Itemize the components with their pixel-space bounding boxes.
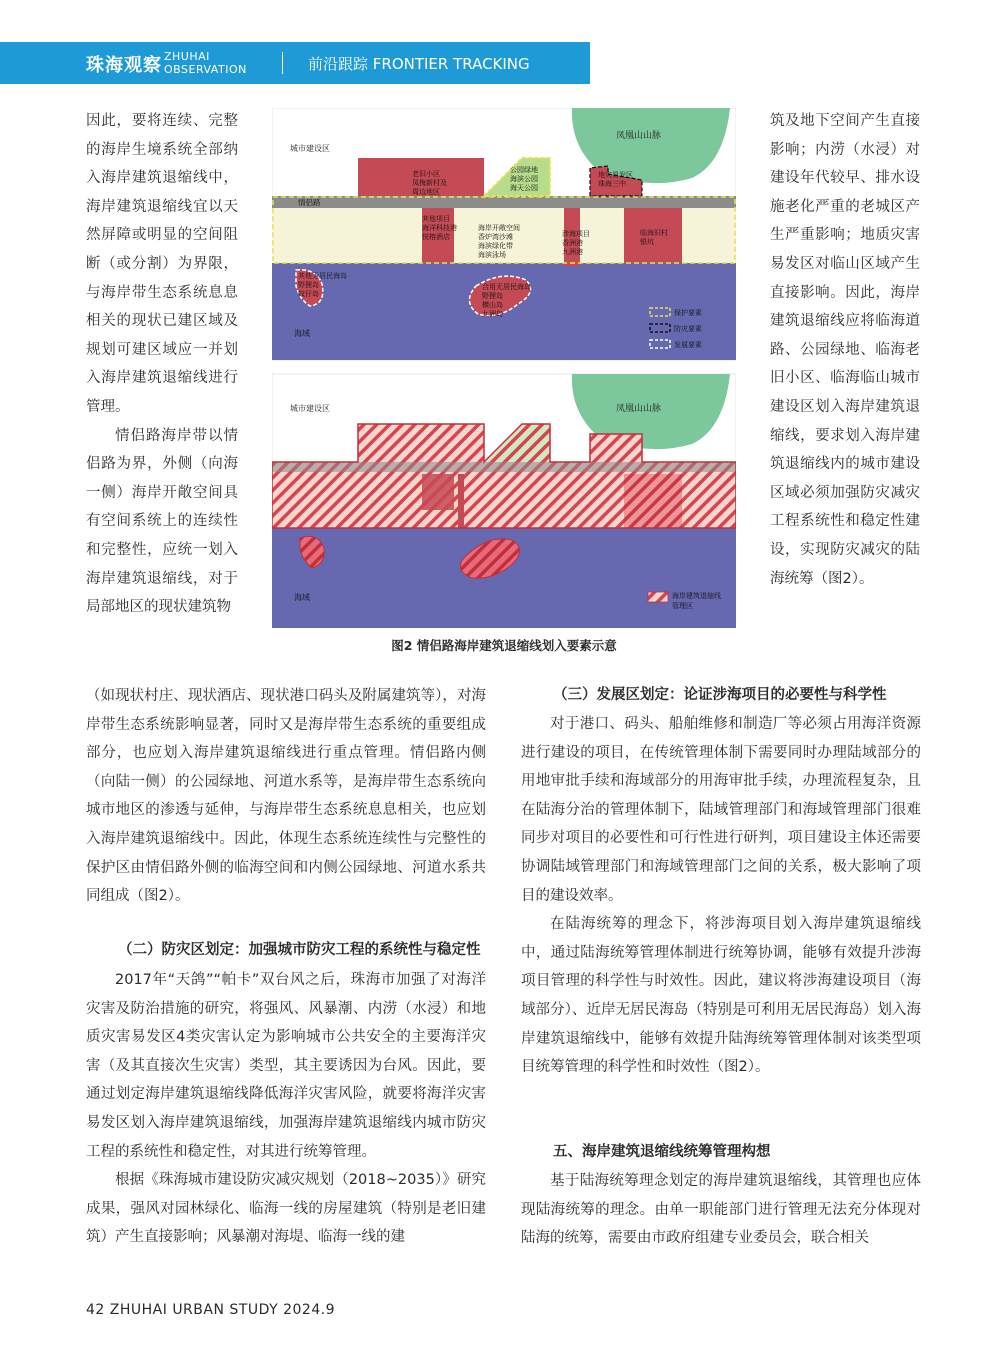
right-column-text: 筑及地下空间产生直接影响；内涝（水浸）对建设年代较早、排水设施老化严重的老城区产生严重影响；地质灾害易发区对临山区域产生直接影响。因此，海岸建筑退缩线应将临海道路、公园绿地、临海老旧小区、临海临山城市建设区划入海岸建筑退缩线，要求划入海岸建筑退缩线内的城市建设区域必须加强防灾减灾工程系统性和稳定性建设，实现防灾减灾的陆海统筹（图2）。: [770, 113, 920, 587]
brand-english: [164, 50, 247, 76]
other-label-1: 其他项目: [422, 215, 450, 223]
park-label-3: 海天公园: [510, 184, 538, 192]
brand-english-line1: ZHUHAI: [164, 50, 210, 63]
city-area-label: 城市建设区: [290, 144, 330, 153]
sea-label-2: 海域: [294, 593, 310, 602]
open-label-4: 海滨泳场: [478, 251, 506, 259]
heading-development-zone: （三）发展区划定：论证涉海项目的必要性与科学性: [553, 687, 887, 703]
disaster-para-block: [86, 966, 486, 1252]
figure-caption: 图2 情侣路海岸建筑退缩线划入要素示意: [391, 638, 617, 653]
figure-top-panel: [272, 108, 736, 360]
island-left-label-2: 野狸岛: [298, 281, 319, 289]
open-label-3: 海滨绿化带: [478, 242, 513, 250]
page-footer: 42 ZHUHAI URBAN STUDY 2024.9: [86, 1302, 336, 1318]
island-left-label-3: 蚊仔岛: [298, 290, 319, 298]
retreat-zone-old-block: [358, 424, 484, 462]
other-label-3: 悦榕酒店: [422, 233, 450, 241]
sea-label: 海域: [294, 329, 310, 338]
legend-development-label: 发展要素: [674, 341, 702, 349]
city-area-label-2: 城市建设区: [290, 404, 330, 413]
other-label-2: 海洋科技港: [422, 224, 457, 232]
mountain-label-2: 凤凰山山脉: [616, 404, 662, 414]
development-para-1: 对于港口、码头、船舶维修和制造厂等必须占用海洋资源进行建设的项目，在传统管理体制下需要同时办理陆域部分的用地审批手续和海域部分的用海审批手续，办理流程复杂，且在陆海分治的管理体制下，陆域管理部门和海域管理部门很难同步对项目的必要性和可行性进行研判，项目建设主体还需要协调陆域管理部门和海域管理部门之间的关系，极大影响了项目的建设效率。: [521, 716, 921, 904]
park-label-2: 海滨公园: [510, 175, 538, 183]
section5-para-block: [521, 1167, 921, 1253]
legend-retreat-swatch: [648, 592, 668, 602]
road-label: 情侣路: [298, 198, 321, 207]
header-divider: [282, 52, 283, 74]
section5-para-1: 基于陆海统筹理念划定的海岸建筑退缩线，其管理也应体现陆海统筹的理念。由单一职能部门进行管理无法充分体现对陆海的统筹，需要由市政府组建专业委员会，联合相关: [521, 1173, 921, 1247]
left-column-text: [86, 107, 238, 622]
mountain-label: 凤凰山山脉: [616, 131, 662, 141]
page-header: [0, 42, 590, 84]
open-label-1: 海岸开敞空间: [478, 224, 520, 232]
figure-2: [272, 108, 736, 628]
old-block-label-1: 老旧小区: [412, 170, 440, 178]
island-left-label-1: 其他无居民海岛: [298, 272, 347, 280]
island-right-label-3: 横山岛: [482, 301, 503, 309]
sea-project-label-2: 香洲港: [562, 239, 583, 247]
open-label-2: 香炉湾沙滩: [478, 233, 513, 241]
island-right-label-1: 合用无居民海岛: [482, 283, 531, 291]
heading-section-5: 五、海岸建筑退缩线统筹管理构想: [553, 1144, 771, 1160]
brand-title: 珠海观察: [86, 55, 162, 76]
disaster-label-2: 珠海三中: [598, 180, 626, 188]
sea-project-label-1: 涉海项目: [562, 230, 590, 238]
figure-bottom-panel: [272, 374, 736, 628]
legend-retreat-label-2: 管理区: [672, 602, 693, 610]
section-title: 前沿跟踪 FRONTIER TRACKING: [308, 55, 530, 73]
retreat-zone-village: [624, 474, 682, 528]
old-village-label-1: 临海旧村: [640, 229, 668, 237]
retreat-zone-disaster: [590, 434, 642, 462]
development-para-2: 在陆海统筹的理念下，将涉海项目划入海岸建筑退缩线中，通过陆海统筹管理体制进行统筹协调，能够有效提升涉海项目管理的科学性与时效性。因此，建议将涉海建设项目（海域部分）、近岸无居民海岛（特别是可利用无居民海岛）划入海岸建筑退缩线中，能够有效提升陆海统筹管理体制对该类型项目统筹管理的科学性和时效性（图2）。: [521, 916, 921, 1076]
sea-project-label-3: 九洲港: [562, 248, 583, 256]
retreat-zone-project: [458, 474, 464, 528]
island-right-label-4: 九洲岛: [482, 310, 503, 318]
legend-protect-label: 保护要素: [674, 309, 702, 317]
island-right-label-2: 野狸岛: [482, 292, 503, 300]
disaster-label-1: 地灾易发区: [598, 171, 633, 179]
left-para-2: 情侣路海岸带以情侣路为界，外侧（向海一侧）海岸开敞空间具有空间系统上的连续性和完整性，应统一划入海岸建筑退缩线，对于局部地区的现状建筑物: [86, 427, 238, 616]
retreat-zone-other: [422, 474, 454, 510]
old-block-label-2: 凤梅新村及: [412, 179, 447, 187]
disaster-para-2: 根据《珠海城市建设防灾减灾规划（2018~2035）》研究成果，强风对园林绿化、临海一线的房屋建筑（特别是老旧建筑）产生直接影响；风暴潮对海堤、临海一线的建: [86, 1172, 486, 1246]
left-para-3: （如现状村庄、现状酒店、现状港口码头及附属建筑等），对海岸带生态系统影响显著，同时又是海岸带生态系统的重要组成部分，也应划入海岸建筑退缩线进行重点管理。情侣路内侧（向陆一侧）的公园绿地、河道水系等，是海岸带生态系统向城市地区的渗透与延伸，与海岸带生态系统息息相关，也应划入海岸建筑退缩线中。因此，体现生态系统连续性与完整性的保护区由情侣路外侧的临海空间和内侧公园绿地、河道水系共同组成（图2）。: [86, 688, 486, 905]
road-overlay: [272, 462, 736, 472]
legend-disaster-label: 防灾要素: [674, 325, 702, 333]
lover-road: [272, 196, 736, 208]
brand-english-line2: OBSERVATION: [164, 63, 247, 76]
heading-disaster-zone: （二）防灾区划定：加强城市防灾工程的系统性与稳定性: [118, 942, 481, 958]
development-para-block: [521, 710, 921, 1082]
disaster-para-1: 2017年“天鸽”“帕卡”双台风之后，珠海市加强了对海洋灾害及防治措施的研究，将强风、风暴潮、内涝（水浸）和地质灾害易发区4类灾害认定为影响城市公共安全的主要海洋灾害（及其直接次生灾害）类型，其主要诱因为台风。因此，要通过划定海岸建筑退缩线降低海洋灾害风险，就要将海洋灾害易发区划入海岸建筑退缩线，加强海岸建筑退缩线内城市防灾工程的系统性和稳定性，对其进行统筹管理。: [86, 972, 486, 1160]
park-label-1: 公园绿地: [510, 166, 538, 174]
legend-retreat-label-1: 海岸建筑退缩线: [672, 592, 721, 600]
left-para-1: 因此，要将连续、完整的海岸生境系统全部纳入海岸建筑退缩线中，海岸建筑退缩线宜以天然屏障或明显的空间阻断（或分割）为界限，与海岸带生态系统息息相关的现状已建区域及规划可建区域应一并划入海岸建筑退缩线进行管理。: [86, 113, 238, 415]
old-block-label-3: 周边地区: [412, 188, 440, 196]
old-village-label-2: 银坑: [640, 238, 654, 246]
